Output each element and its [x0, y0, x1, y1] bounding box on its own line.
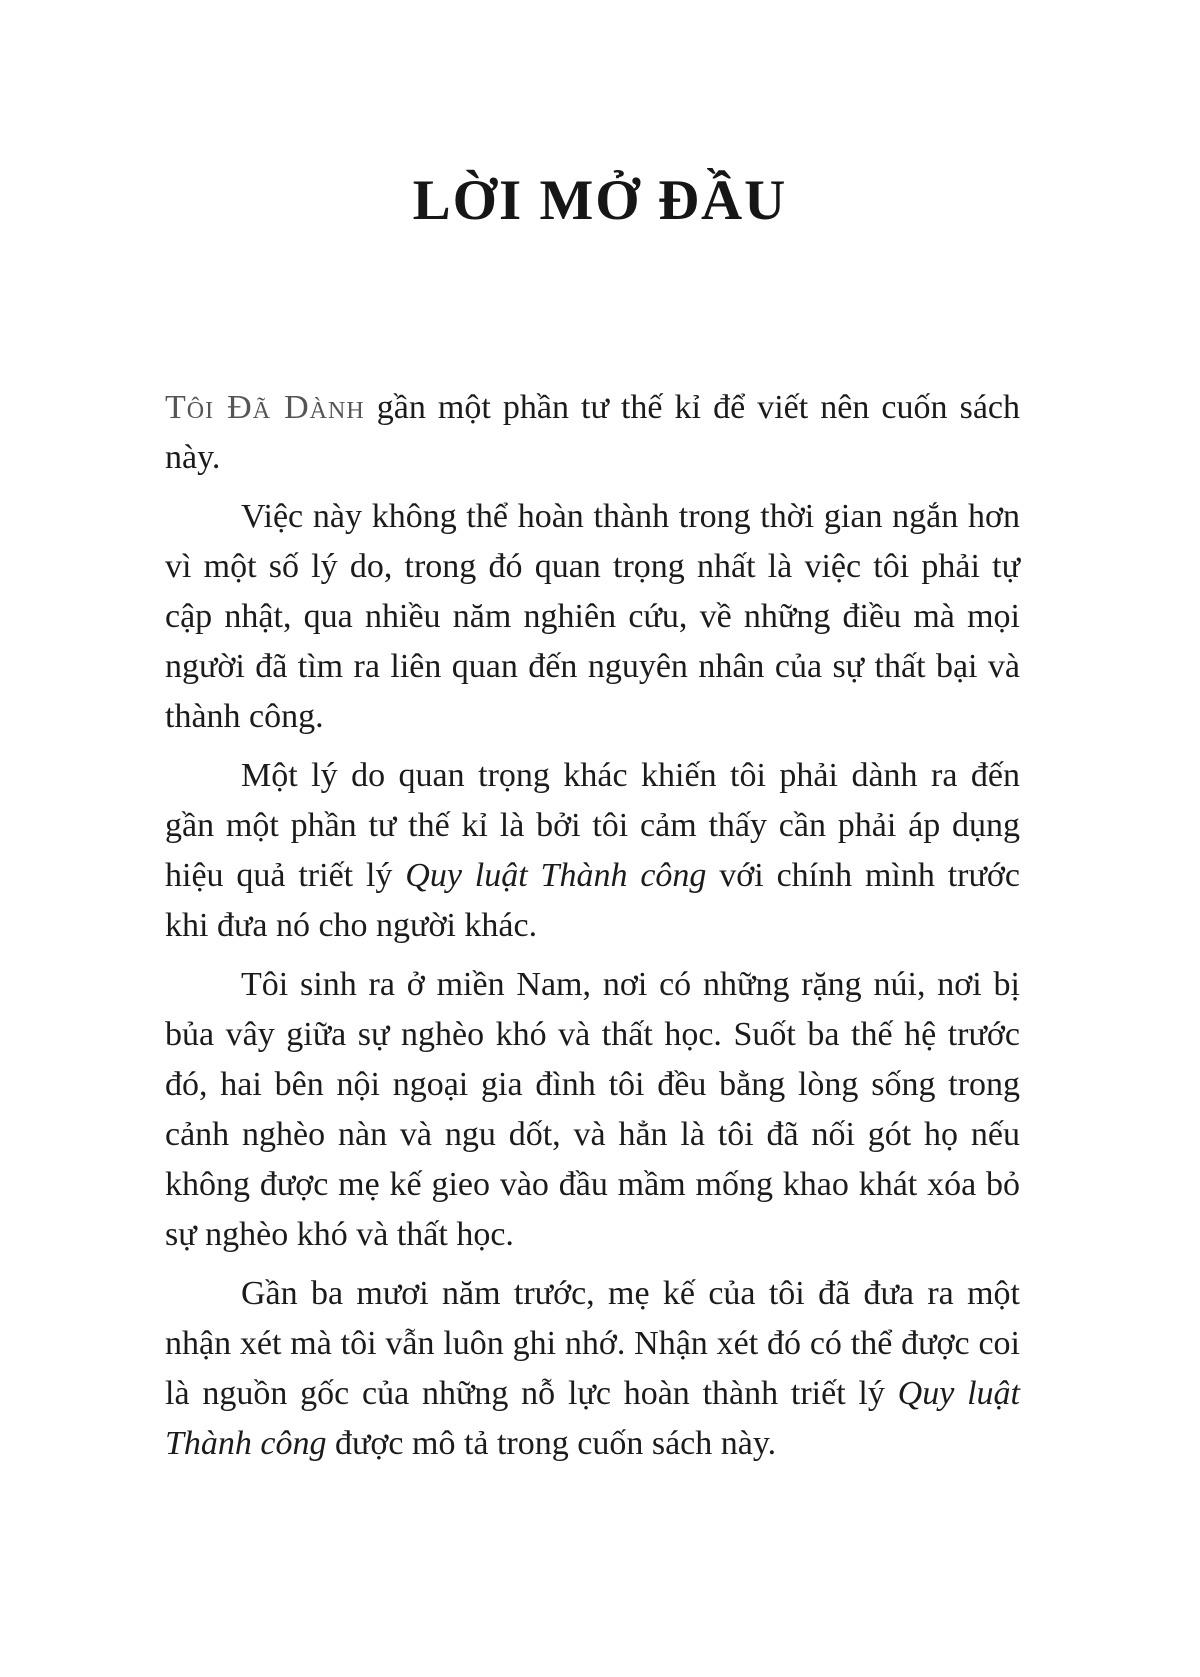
paragraph-1-text: gần một phần tư thế kỉ để viết nên cuốn sách này. [165, 388, 1020, 476]
paragraph-5-text-pre: Gần ba mươi năm trước, mẹ kế của tôi đã đưa ra một nhận xét mà tôi vẫn luôn ghi nhớ. Nhận xét đó có thể được coi là nguồn gốc của những nỗ lực hoàn thành triết lý [165, 1274, 1020, 1412]
lead-in-small-caps: Tôi Đã Dành [165, 388, 365, 426]
paragraph-3 [165, 751, 1020, 951]
body-text [165, 383, 1020, 1469]
paragraph-5-text-post: được mô tả trong cuốn sách này. [326, 1424, 777, 1462]
page-title: LỜI MỞ ĐẦU [412, 169, 788, 232]
book-title-italic: Quy luật Thành công [405, 856, 707, 894]
paragraph-4: Tôi sinh ra ở miền Nam, nơi có những rặng núi, nơi bị bủa vây giữa sự nghèo khó và thất học. Suốt ba thế hệ trước đó, hai bên nội ngoại gia đình tôi đều bằng lòng sống trong cảnh nghèo nàn và ngu dốt, và hẳn là tôi đã nối gót họ nếu không được mẹ kế gieo vào đầu mầm mống khao khát xóa bỏ sự nghèo khó và thất học. [165, 965, 1020, 1253]
paragraph-2: Việc này không thể hoàn thành trong thời gian ngắn hơn vì một số lý do, trong đó quan trọng nhất là việc tôi phải tự cập nhật, qua nhiều năm nghiên cứu, về những điều mà mọi người đã tìm ra liên quan đến nguyên nhân của sự thất bại và thành công. [165, 497, 1020, 735]
paragraph-3-text-post: với chính mình trước khi đưa nó cho người khác. [165, 856, 1020, 944]
book-title-italic: Quy luật Thành công [165, 1374, 1020, 1462]
paragraph-3-text-pre: Một lý do quan trọng khác khiến tôi phải dành ra đến gần một phần tư thế kỉ là bởi tôi cảm thấy cần phải áp dụng hiệu quả triết lý [165, 756, 1020, 894]
paragraph-5 [165, 1269, 1020, 1469]
paragraph-1 [165, 383, 1020, 483]
